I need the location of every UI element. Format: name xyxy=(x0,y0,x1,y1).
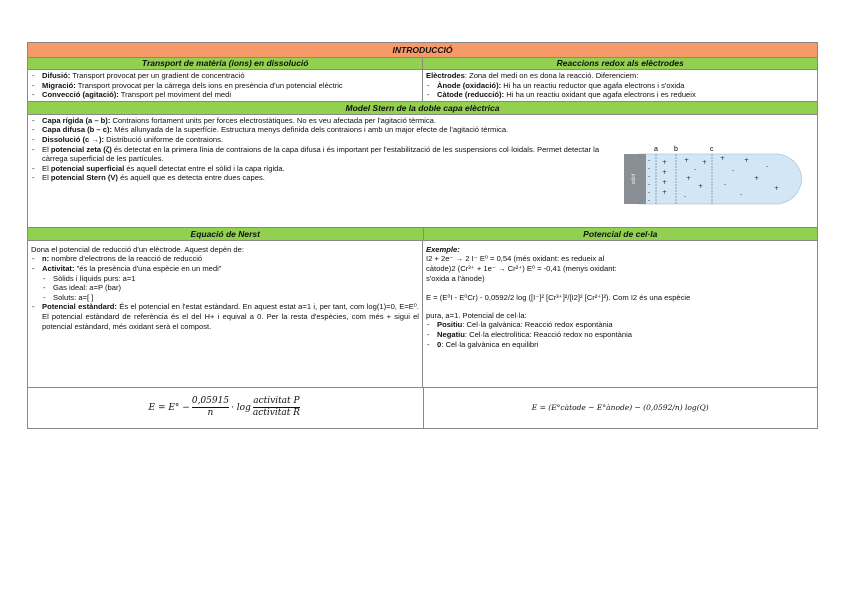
list-item: - Negatiu: Cel·la electrolítica: Reacció redox no espontània xyxy=(426,330,814,340)
svg-text:-: - xyxy=(648,156,651,164)
svg-text:-: - xyxy=(694,165,697,173)
stern-body xyxy=(28,115,817,227)
cell-header: Potencial de cel·la xyxy=(424,228,818,241)
intro-title: INTRODUCCIÓ xyxy=(392,45,453,55)
svg-text:-: - xyxy=(724,180,727,188)
list-item: - Positiu: Cel·la galvànica: Reacció redox espontània xyxy=(426,320,814,330)
svg-text:+: + xyxy=(662,168,668,176)
nerst-header: Equació de Nerst xyxy=(28,228,424,241)
list-item: - Migració: Transport provocat per la càrrega dels ions en presència d'un potencial elèctric xyxy=(31,81,419,91)
list-item: - 0: Cel·la galvànica en equilibri xyxy=(426,340,814,350)
list-item: - Difusió: Transport provocat per un gradient de concentració xyxy=(31,71,419,81)
document-table xyxy=(27,42,818,429)
list-item: - Capa difusa (b – c): Més allunyada de la superfície. Estructura menys definida dels contraions i amb un major efecte de l'agitació tèrmica. xyxy=(31,125,601,135)
transport-header: Transport de matèria (ions) en dissolució xyxy=(28,58,423,70)
list-item: - Convecció (agitació): Transport pel moviment del medi xyxy=(31,90,419,100)
svg-text:+: + xyxy=(662,188,668,196)
redox-header: Reaccions redox als elèctrodes xyxy=(423,58,817,70)
double-layer-diagram xyxy=(624,144,802,210)
list-item: - Soluts: a=[ ] xyxy=(31,293,419,303)
diagram-label-b: b xyxy=(674,145,678,153)
diagram-label-c: c xyxy=(710,145,714,153)
stern-header: Model Stern de la doble capa elèctrica xyxy=(27,102,818,115)
svg-text:-: - xyxy=(648,188,651,196)
svg-text:+: + xyxy=(702,158,708,166)
nerst-body: Dona el potencial de reducció d'un elèctrode. Aquest depèn de: - n: nombre d'electrons de la reacció de reducció - Activitat: "és la presència d'una espècie en un medi" - Sòlids i líquids purs: a=1 - Gas ideal: a=P (bar) - Soluts: a=[ ] - Potencial estàndard: És el potencial en l'estat estàndard. En aquest estat a=1 i, per tant, com log(1)=0, E=E⁰. El potencial estàndard de referència és el del H+ i equival a 0. Per la resta d'espècies, com més + sigui el potencial estàndard, més oxidant serà el compost. xyxy=(28,241,423,387)
svg-text:+: + xyxy=(686,174,692,182)
list-item: - Activitat: "és la presència d'una espècie en un medi" xyxy=(31,264,419,274)
redox-body: Elèctrodes: Zona del medi on es dona la reacció. Diferenciem: - Ànode (oxidació): Hi ha un reactiu reductor que agafa electrons i s'oxida - Càtode (reducció): Hi ha un reactiu oxidant que agafa electrons i es redueix xyxy=(423,70,817,101)
svg-text:-: - xyxy=(648,180,651,188)
svg-text:+: + xyxy=(698,182,704,190)
list-item: - n: nombre d'electrons de la reacció de reducció xyxy=(31,254,419,264)
svg-text:-: - xyxy=(684,192,687,200)
svg-text:-: - xyxy=(648,196,651,204)
svg-text:-: - xyxy=(732,166,735,174)
svg-text:+: + xyxy=(774,184,780,192)
svg-text:+: + xyxy=(720,154,726,162)
nerst-formula: E = E° − $\frac{0,05915}{n}$ · log $\frac{\text{activitat P}}{\text{activitat R}}$ xyxy=(28,388,424,428)
svg-text:-: - xyxy=(766,162,769,170)
cell-body: Exemple: I2 + 2e⁻ → 2 I⁻ E⁰ = 0,54 (més oxidant: es redueix al càtode)2 (Cr³⁺ + 1e⁻ → Cr²⁺) E⁰ = -0,41 (menys oxidant: s'oxida a l'ànode) E = (E⁰I - E⁰Cr) - 0,0592/2 log ([I⁻]² [Cr³⁺]²/[I2]² [Cr²⁺]²). Com I2 és una espècie pura, a=1. Potencial de cel·la: - Positiu: Cel·la galvànica: Reacció redox espontània - Negatiu: Cel·la electrolítica: Reacció redox no espontània - 0: Cel·la galvànica en equilibri xyxy=(423,241,817,387)
list-item: - Sòlids i líquids purs: a=1 xyxy=(31,274,419,284)
list-item: - Ànode (oxidació): Hi ha un reactiu reductor que agafa electrons i s'oxida xyxy=(426,81,814,91)
transport-body xyxy=(28,70,423,101)
list-item: - Capa rígida (a – b): Contraions fortament units per forces electrostàtiques. No es veu afectada per l'agitació tèrmica. xyxy=(31,116,601,126)
list-item: - Dissolució (c →): Distribució uniforme de contraions. xyxy=(31,135,601,145)
list-item: - Càtode (reducció): Hi ha un reactiu oxidant que agafa electrons i es redueix xyxy=(426,90,814,100)
list-item: - Potencial estàndard: És el potencial en l'estat estàndard. En aquest estat a=1 i, per tant, com log(1)=0, E=E⁰. El potencial estàndard de referència és el del H+ i equival a 0. Per la resta d'espècies, com més + sigui el potencial estàndard, més oxidant serà el compost. xyxy=(31,302,419,331)
intro-header xyxy=(27,42,818,58)
list-item: - Gas ideal: a=P (bar) xyxy=(31,283,419,293)
svg-text:+: + xyxy=(662,178,668,186)
svg-text:-: - xyxy=(648,172,651,180)
svg-text:+: + xyxy=(744,156,750,164)
cell-formula: E = (E°càtode − E°ànode) − (0,0592/n) log(Q) xyxy=(531,403,709,413)
diagram-solid-label: sòlid xyxy=(631,173,637,184)
diagram-label-a: a xyxy=(654,145,658,153)
list-item: - El potencial zeta (ζ) és detectat en la primera línia de contraions de la capa difusa i és important per l'estabilització de les suspensions col·loidals. Permet detectar la càrrega superficial de les partícules. xyxy=(31,145,601,164)
svg-text:+: + xyxy=(754,174,760,182)
list-item: - El potencial superficial és aquell detectat entre el sòlid i la capa rígida. xyxy=(31,164,601,174)
svg-text:-: - xyxy=(648,164,651,172)
svg-text:-: - xyxy=(740,190,743,198)
svg-text:+: + xyxy=(662,158,668,166)
svg-text:+: + xyxy=(684,156,690,164)
list-item: - El potencial Stern (V) és aquell que es detecta entre dues capes. xyxy=(31,173,601,183)
